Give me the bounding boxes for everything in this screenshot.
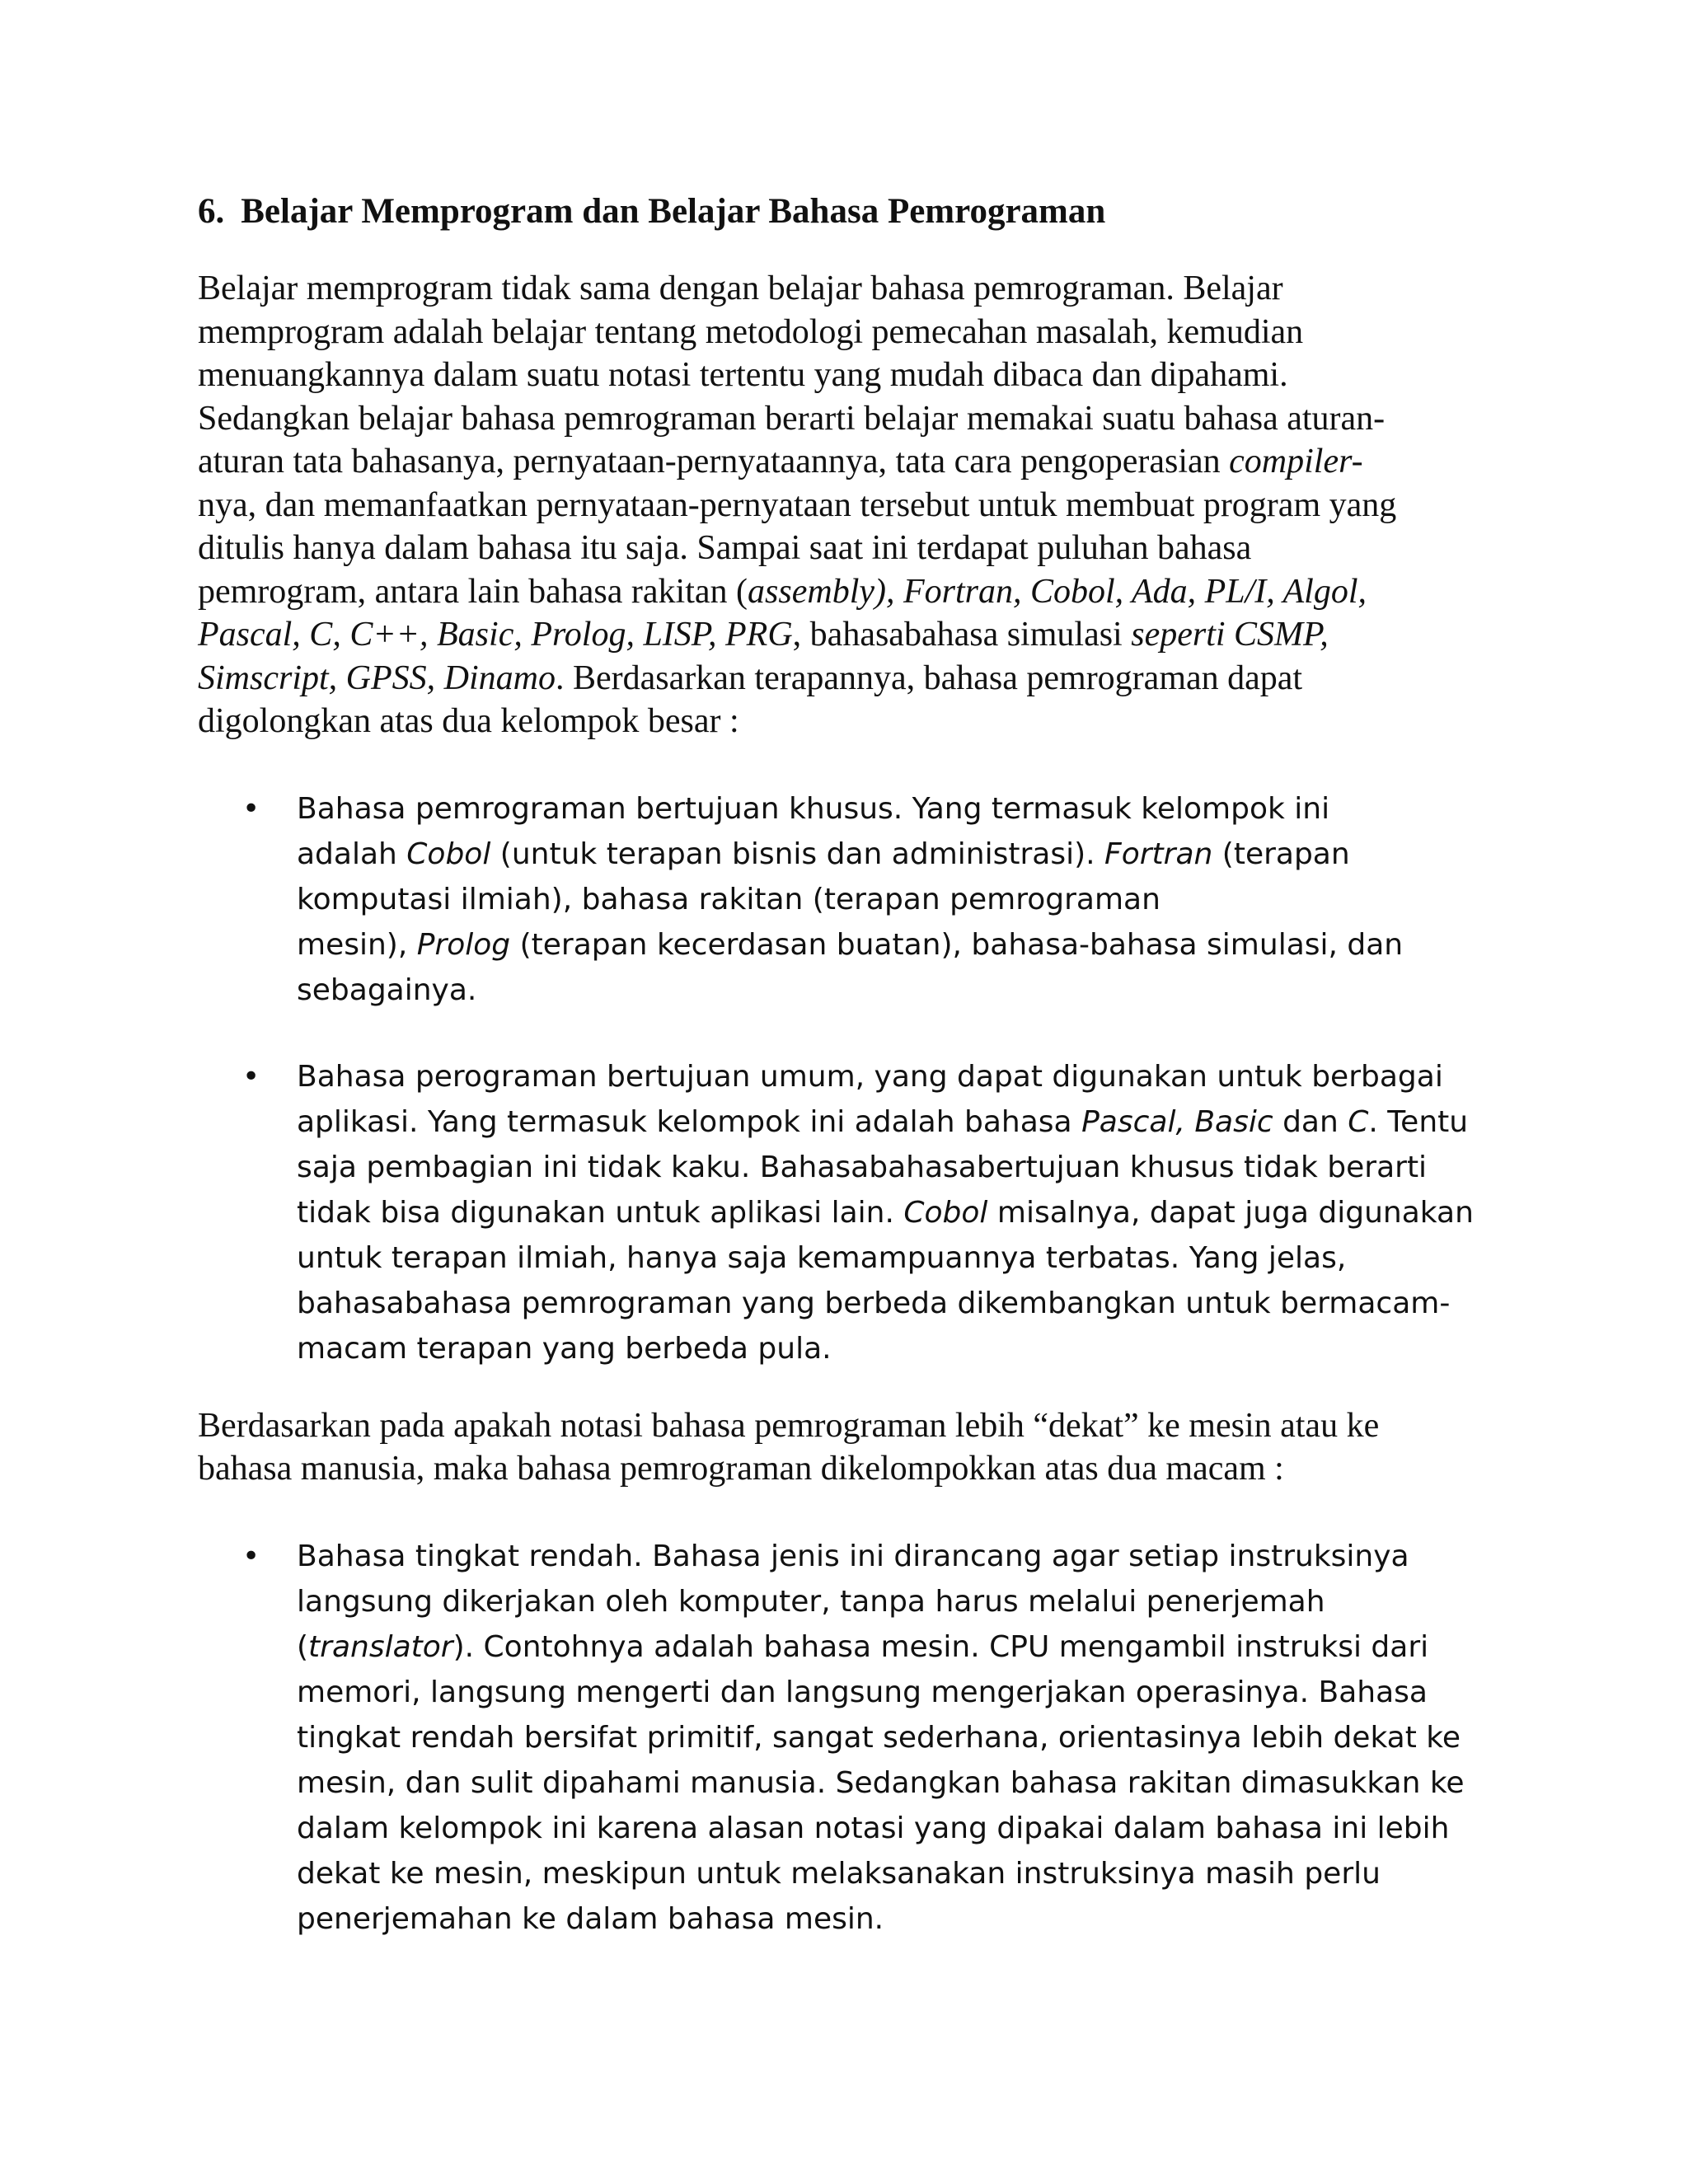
text-run: adalah <box>297 837 407 871</box>
text-run: (untuk terapan bisnis dan administrasi). <box>490 837 1105 871</box>
text-run: (terapan kecerdasan buatan), bahasa-bahasa simulasi, dan <box>510 927 1404 962</box>
bullet-text-line <box>297 1896 1533 1942</box>
bullet-text-line <box>297 1281 1533 1326</box>
text-line <box>198 527 1533 570</box>
text-run: memprogram adalah belajar tentang metodologi pemecahan masalah, kemudian <box>198 312 1304 351</box>
bullet-text-line <box>297 786 1533 832</box>
text-run: Bahasa perograman bertujuan umum, yang dapat digunakan untuk berbagai <box>297 1059 1443 1094</box>
text-run: Sedangkan belajar bahasa pemrograman berarti belajar memakai suatu bahasa aturan- <box>198 399 1386 438</box>
bullet-text-line <box>297 1235 1533 1281</box>
text-run: penerjemahan ke dalam bahasa mesin. <box>297 1901 884 1936</box>
text-run: bahasa manusia, maka bahasa pemrograman dikelompokkan atas dua macam : <box>198 1450 1284 1488</box>
text-line <box>198 397 1533 441</box>
text-run: . Tentu <box>1368 1104 1469 1139</box>
intro-paragraph <box>198 267 1533 743</box>
text-run: mesin, dan sulit dipahami manusia. Sedangkan bahasa rakitan dimasukkan ke <box>297 1765 1465 1800</box>
text-run: dan <box>1273 1104 1348 1139</box>
text-run: aplikasi. Yang termasuk kelompok ini adalah bahasa <box>297 1104 1082 1139</box>
italic-text: Pascal, Basic <box>1081 1104 1273 1139</box>
italic-text: Fortran <box>1104 837 1213 871</box>
text-run: langsung dikerjakan oleh komputer, tanpa harus melalui penerjemah <box>297 1584 1325 1619</box>
text-line <box>198 354 1533 397</box>
bullet-text-line <box>297 1190 1533 1235</box>
text-run: komputasi ilmiah), bahasa rakitan (terapan pemrograman <box>297 882 1160 916</box>
middle-paragraph <box>198 1404 1533 1491</box>
italic-text: C <box>1348 1104 1369 1139</box>
text-run: digolongkan atas dua kelompok besar : <box>198 702 739 740</box>
text-run: , bahasabahasa simulasi <box>792 616 1132 654</box>
italic-text: seperti CSMP, <box>1131 616 1329 654</box>
text-line <box>198 613 1533 657</box>
document-page <box>198 190 1533 1942</box>
bullet-text-line <box>297 1806 1533 1851</box>
text-run: . Berdasarkan terapannya, bahasa pemrograman dapat <box>556 658 1303 697</box>
bullet-text-line <box>297 968 1533 1013</box>
text-run: pemrogram, antara lain bahasa rakitan ( <box>198 572 748 611</box>
text-run: sebagainya. <box>297 972 477 1007</box>
text-run: Bahasa tingkat rendah. Bahasa jenis ini dirancang agar setiap instruksinya <box>297 1539 1409 1573</box>
text-line <box>198 700 1533 743</box>
text-run: menuangkannya dalam suatu notasi tertentu yang mudah dibaca dan dipahami. <box>198 356 1288 394</box>
bullet-text-line <box>297 922 1533 968</box>
bullet-dot-icon: • <box>242 1539 260 1573</box>
text-run: saja pembagian ini tidak kaku. Bahasabahasabertujuan khusus tidak berarti <box>297 1150 1428 1184</box>
text-run: ditulis hanya dalam bahasa itu saja. Sampai saat ini terdapat puluhan bahasa <box>198 529 1252 567</box>
text-line <box>198 657 1533 701</box>
bullet-text-line <box>297 877 1533 922</box>
text-run: memori, langsung mengerti dan langsung mengerjakan operasinya. Bahasa <box>297 1675 1428 1709</box>
bullet-text-line <box>297 1579 1533 1624</box>
bullet-item <box>198 1534 1533 1942</box>
bullet-item <box>198 1054 1533 1371</box>
text-line <box>198 440 1533 484</box>
text-run: untuk terapan ilmiah, hanya saja kemampuannya terbatas. Yang jelas, <box>297 1240 1347 1275</box>
text-line <box>198 311 1533 354</box>
text-run: tidak bisa digunakan untuk aplikasi lain. <box>297 1195 904 1230</box>
text-line <box>198 1404 1533 1448</box>
text-run: tingkat rendah bersifat primitif, sangat sederhana, orientasinya lebih dekat ke <box>297 1720 1461 1755</box>
section-heading <box>198 190 1533 234</box>
bullet-text-line <box>297 1851 1533 1896</box>
text-run: dekat ke mesin, meskipun untuk melaksanakan instruksinya masih perlu <box>297 1856 1381 1891</box>
italic-text: translator <box>308 1629 453 1664</box>
bullet-text-line <box>297 1534 1533 1579</box>
section-title: Belajar Memprogram dan Belajar Bahasa Pemrograman <box>241 192 1106 231</box>
text-run: Berdasarkan pada apakah notasi bahasa pemrograman lebih “dekat” ke mesin atau ke <box>198 1406 1380 1445</box>
bullet-text-line <box>297 832 1533 877</box>
text-run: bahasabahasa pemrograman yang berbeda dikembangkan untuk bermacam- <box>297 1286 1451 1320</box>
italic-text: Cobol <box>903 1195 988 1230</box>
text-line <box>198 570 1533 614</box>
bullet-text-line <box>297 1624 1533 1670</box>
text-run: (terapan <box>1212 837 1350 871</box>
text-run: mesin), <box>297 927 417 962</box>
text-line <box>198 267 1533 311</box>
text-line <box>198 484 1533 527</box>
italic-text: Simscript, GPSS, Dinamo <box>198 658 556 697</box>
bullet-text-line <box>297 1670 1533 1715</box>
italic-text: Prolog <box>416 927 511 962</box>
text-run: ( <box>297 1629 309 1664</box>
text-run: macam terapan yang berbeda pula. <box>297 1331 832 1366</box>
text-run: Belajar memprogram tidak sama dengan belajar bahasa pemrograman. Belajar <box>198 269 1283 307</box>
text-run: dalam kelompok ini karena alasan notasi yang dipakai dalam bahasa ini lebih <box>297 1811 1450 1845</box>
text-run: Bahasa pemrograman bertujuan khusus. Yang termasuk kelompok ini <box>297 791 1330 826</box>
text-run: misalnya, dapat juga digunakan <box>987 1195 1474 1230</box>
italic-text: Cobol <box>406 837 491 871</box>
text-run: aturan tata bahasanya, pernyataan-pernyataannya, tata cara pengoperasian <box>198 443 1230 480</box>
bullet-dot-icon: • <box>242 1059 260 1094</box>
text-line <box>198 1447 1533 1491</box>
bullet-list-application-groups <box>198 786 1533 1371</box>
bullet-text-line <box>297 1715 1533 1760</box>
bullet-list-language-levels <box>198 1534 1533 1942</box>
italic-text: compiler- <box>1229 443 1363 480</box>
text-run: nya, dan memanfaatkan pernyataan-pernyataan tersebut untuk membuat program yang <box>198 485 1397 524</box>
section-number: 6. <box>198 192 225 231</box>
italic-text: assembly), Fortran, Cobol, Ada, PL/I, Algol, <box>748 572 1367 611</box>
bullet-item <box>198 786 1533 1013</box>
bullet-text-line <box>297 1145 1533 1190</box>
bullet-text-line <box>297 1326 1533 1371</box>
bullet-text-line <box>297 1760 1533 1806</box>
bullet-text-line <box>297 1054 1533 1099</box>
italic-text: Pascal, C, C++, Basic, Prolog, LISP, PRG <box>198 616 793 654</box>
text-run: ). Contohnya adalah bahasa mesin. CPU mengambil instruksi dari <box>452 1629 1429 1664</box>
bullet-text-line <box>297 1099 1533 1145</box>
bullet-dot-icon: • <box>242 791 260 826</box>
